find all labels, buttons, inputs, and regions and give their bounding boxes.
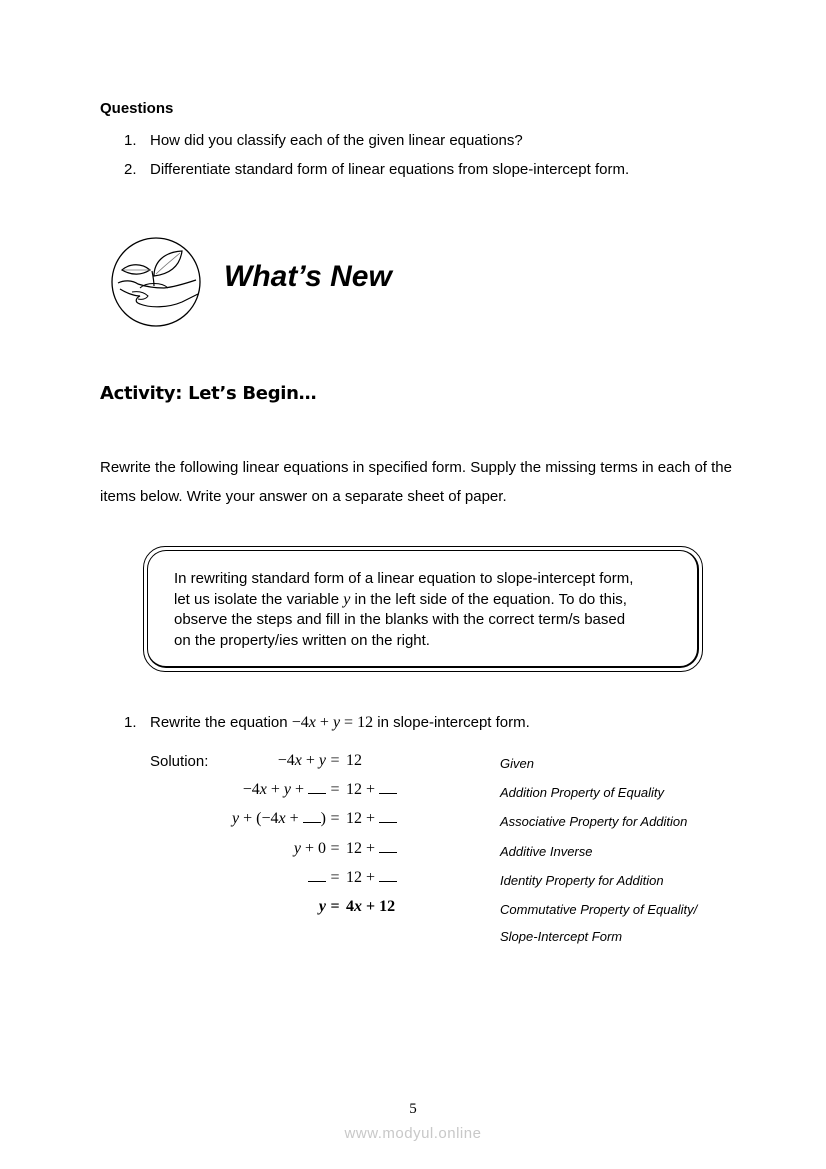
note-box-content xyxy=(147,550,699,668)
page-number: 5 xyxy=(409,1101,417,1117)
answer-blank[interactable] xyxy=(308,869,326,882)
questions-heading: Questions xyxy=(100,100,174,117)
solution-label: Solution: xyxy=(150,753,209,770)
question-number: 1. xyxy=(124,132,137,149)
equals-sign: = xyxy=(330,810,340,827)
step-lhs: y xyxy=(318,898,326,915)
question-number: 2. xyxy=(124,161,137,178)
question-item xyxy=(124,132,523,149)
step-reason: Given xyxy=(500,756,534,771)
answer-blank[interactable] xyxy=(379,869,397,882)
step-rhs: 4x + 12 xyxy=(346,898,396,915)
step-reason: Commutative Property of Equality/ xyxy=(500,902,698,917)
step-reason: Identity Property for Addition xyxy=(500,873,664,888)
step-rhs: 12 + xyxy=(346,781,397,799)
note-line: observe the steps and fill in the blanks with the correct term/s based xyxy=(174,611,626,628)
step-rhs: 12 + xyxy=(346,869,397,887)
step-lhs xyxy=(308,869,326,887)
note-line: on the property/ies written on the right. xyxy=(174,631,430,649)
step-reason: Associative Property for Addition xyxy=(500,814,688,829)
solution-step xyxy=(150,781,490,803)
answer-blank[interactable] xyxy=(379,810,397,823)
equals-sign: = xyxy=(330,898,340,915)
hand-holding-plant-icon xyxy=(110,236,202,328)
problem-text: Rewrite the equation xyxy=(150,714,292,731)
problem-item xyxy=(124,714,530,732)
section-title: What’s New xyxy=(224,260,392,293)
note-box xyxy=(143,546,703,672)
step-rhs: 12 + xyxy=(346,840,397,858)
math-variable: y xyxy=(343,590,351,608)
step-rhs: 12 + xyxy=(346,810,397,828)
question-text: Differentiate standard form of linear equations from slope-intercept form. xyxy=(150,161,630,178)
problem-equation: −4x + y = 12 xyxy=(291,714,374,731)
question-item xyxy=(124,161,629,178)
solution-step xyxy=(150,752,490,774)
problem-text: in slope-intercept form. xyxy=(373,714,530,731)
answer-blank[interactable] xyxy=(303,810,321,823)
answer-blank[interactable] xyxy=(308,781,326,794)
equals-sign: = xyxy=(330,752,340,769)
solution-step xyxy=(150,810,490,832)
step-reason: Addition Property of Equality xyxy=(500,785,665,800)
step-lhs: y + (−4x + ) xyxy=(232,810,326,827)
equals-sign: = xyxy=(330,869,340,886)
step-lhs: −4x + y xyxy=(277,752,326,769)
step-lhs: y + 0 xyxy=(293,840,326,857)
note-text: let us isolate the variable xyxy=(174,590,344,608)
solution-step xyxy=(150,869,490,891)
problem-number: 1. xyxy=(124,714,137,731)
solution-step xyxy=(150,840,490,862)
question-text: How did you classify each of the given linear equations? xyxy=(150,132,523,149)
activity-title: Activity: Let’s Begin… xyxy=(100,383,317,404)
note-text: in the left side of the equation. To do this, xyxy=(350,590,627,608)
step-lhs: −4x + y + xyxy=(243,781,326,799)
equals-sign: = xyxy=(330,840,340,857)
step-rhs: 12 xyxy=(346,752,362,769)
step-reason: Additive Inverse xyxy=(500,844,593,859)
watermark: www.modyul.online xyxy=(344,1125,482,1142)
solution-step-final xyxy=(150,898,490,920)
step-reason: Slope-Intercept Form xyxy=(500,929,623,944)
equals-sign: = xyxy=(330,781,340,798)
note-line: In rewriting standard form of a linear equation to slope-intercept form, xyxy=(174,570,634,587)
note-line xyxy=(174,590,677,611)
activity-instructions: Rewrite the following linear equations in specified form. Supply the missing terms in each of the items below. Write your answer on a separate sheet of paper. xyxy=(100,459,732,505)
answer-blank[interactable] xyxy=(379,840,397,853)
answer-blank[interactable] xyxy=(379,781,397,794)
